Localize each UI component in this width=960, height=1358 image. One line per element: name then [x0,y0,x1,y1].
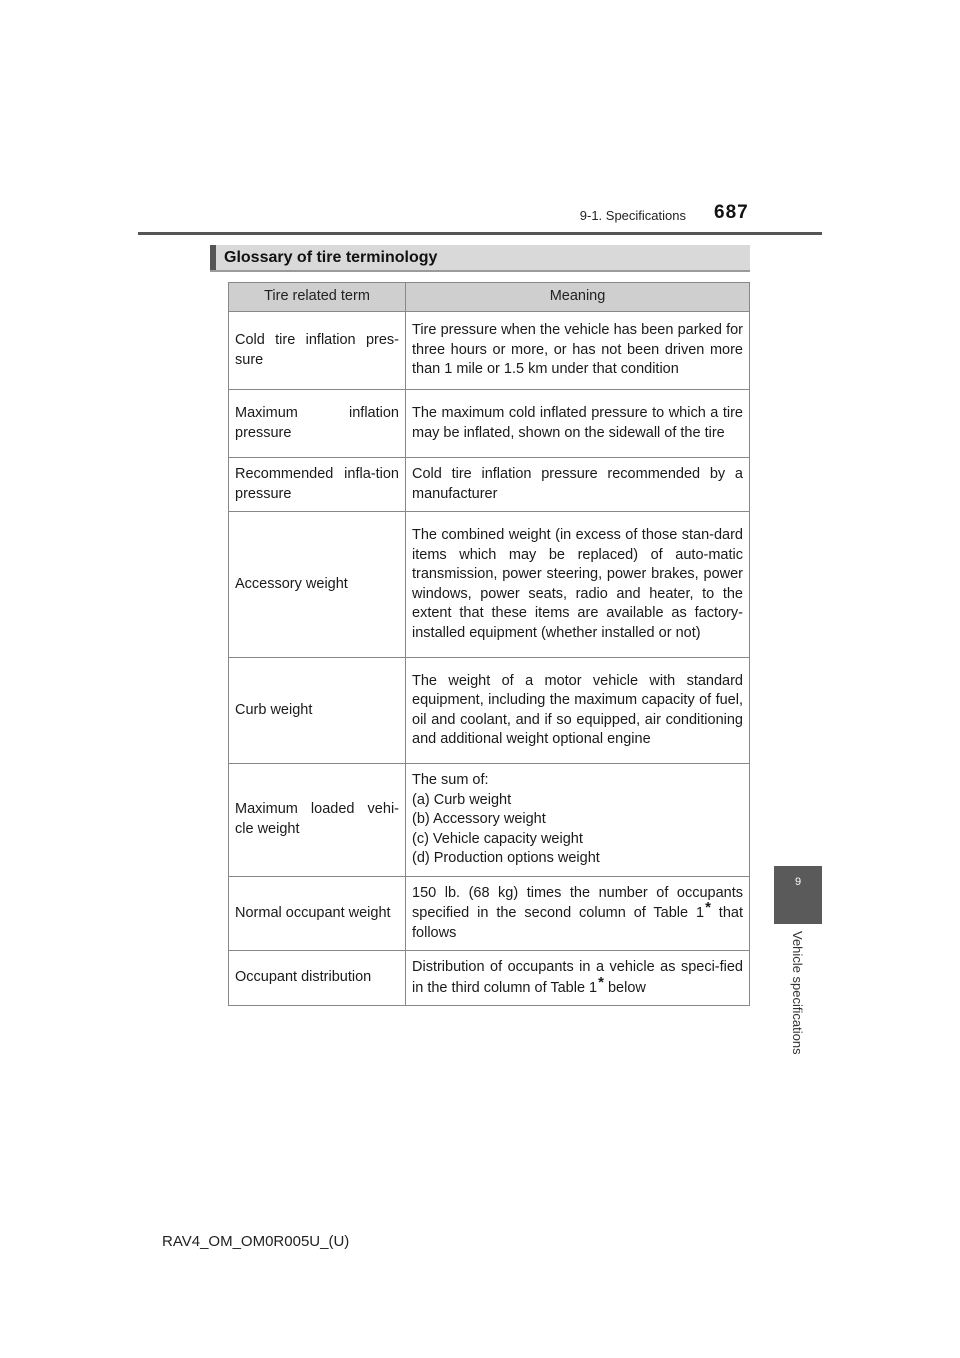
chapter-number: 9 [794,876,802,888]
meaning-cell: Cold tire inflation pressure recommended by a manufacturer [406,458,750,512]
footnote-star: * [705,899,711,916]
header-divider [138,232,822,235]
meaning-text-end: below [603,979,646,996]
table-row [229,312,750,390]
meaning-cell: The weight of a motor vehicle with standard equipment, including the maximum capacity of fuel, oil and coolant, and if so equipped, air conditioning and additional weight optional engine [406,658,750,764]
term-cell: Cold tire inflation pres-sure [229,312,406,390]
document-code: RAV4_OM_OM0R005U_(U) [162,1233,350,1250]
meaning-cell [406,876,750,951]
meaning-cell: The maximum cold inflated pressure to which a tire may be inflated, shown on the sidewall of the tire [406,390,750,458]
section-accent [210,245,216,270]
page-number: 687 [714,202,749,223]
chapter-label-container [788,931,808,1081]
meaning-cell [406,951,750,1006]
chapter-tab[interactable] [774,866,822,924]
meaning-line: (b) Accessory weight [412,811,546,827]
term-cell: Maximum inflation pressure [229,390,406,458]
table-row [229,658,750,764]
section-title-bar [210,245,750,272]
meaning-text-end: that follows [412,905,743,941]
term-cell: Normal occupant weight [229,876,406,951]
meaning-line: (d) Production options weight [412,850,600,866]
glossary-table [228,282,750,1006]
term-cell: Recommended infla-tion pressure [229,458,406,512]
column-header-term: Tire related term [229,283,406,312]
term-cell: Occupant distribution [229,951,406,1006]
meaning-text: Distribution of occupants in a vehicle as speci-fied in the third column of Table 1 [412,959,743,996]
meaning-text: 150 lb. (68 kg) times the number of occupants specified in the second column of Table 1 [412,884,743,921]
meaning-cell: The combined weight (in excess of those stan-dard items which may be replaced) of auto-matic transmission, power steering, power brakes, power windows, power seats, radio and heater, to the extent that these items are available as factory-installed equipment (whether installed or not) [406,512,750,658]
meaning-cell: Tire pressure when the vehicle has been parked for three hours or more, or has not been driven more than 1 mile or 1.5 km under that condition [406,312,750,390]
table-header-row [229,283,750,312]
column-header-meaning: Meaning [406,283,750,312]
table-row [229,876,750,951]
term-cell: Accessory weight [229,512,406,658]
meaning-line: (a) Curb weight [412,791,512,808]
footnote-star: * [598,973,604,991]
table-row [229,764,750,877]
meaning-cell [406,764,750,877]
section-title: Glossary of tire terminology [224,249,438,266]
term-cell: Maximum loaded vehi-cle weight [229,764,406,877]
meaning-line: (c) Vehicle capacity weight [412,830,583,847]
table-row [229,458,750,512]
table-row [229,390,750,458]
table-row [229,512,750,658]
section-heading: 9-1. Specifications [579,208,686,223]
meaning-line: The sum of: [412,772,489,788]
table-row [229,951,750,1006]
term-cell: Curb weight [229,658,406,764]
chapter-label: Vehicle specifications [790,931,805,1055]
